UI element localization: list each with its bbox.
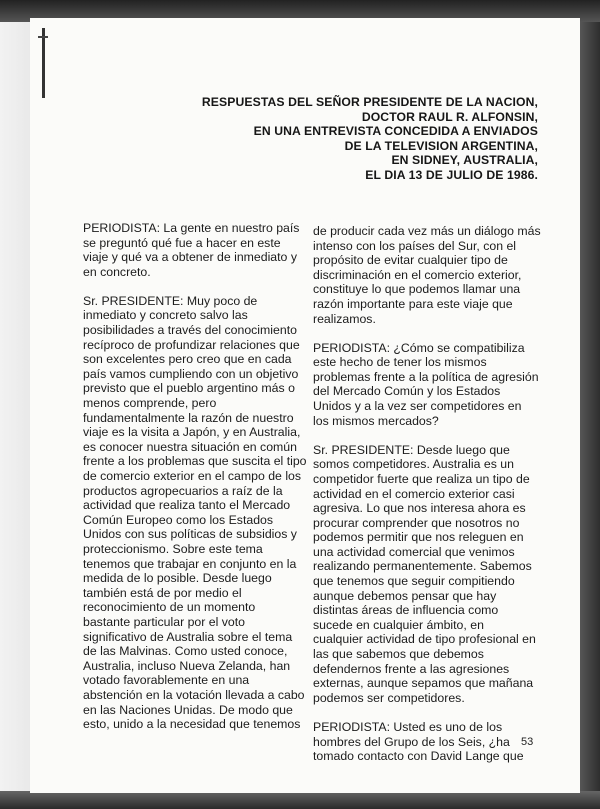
text-line: cualquier actividad de tipo profesional en (313, 632, 536, 647)
text-line: una actividad comercial que venimos (313, 544, 515, 559)
text-line: previsto que el pueblo argentino más o (83, 381, 295, 396)
text-line: productos agropecuarios a raíz de la (83, 483, 283, 498)
text-line: somos competidores. Australia es un (313, 457, 514, 472)
scan-right-edge (578, 0, 600, 809)
text-line: aunque debemos pensar que hay (313, 588, 497, 603)
text-line: constituye lo que podemos llamar una (313, 282, 521, 297)
paragraph-right-4 (313, 720, 535, 764)
text-line: de comercio exterior en el campo de los (83, 469, 302, 483)
paragraph-left-2 (83, 294, 305, 732)
text-line: PERIODISTA: Usted es uno de los (313, 719, 503, 734)
text-line: también está de por medio el (83, 585, 242, 600)
text-line: de las Malvinas. Como usted conoce, (83, 644, 288, 659)
text-line: propósito de evitar cualquier tipo de (313, 253, 508, 268)
page-number: 53 (521, 736, 534, 748)
text-line: problemas frente a la política de agresión (313, 369, 539, 384)
paragraph-left-1 (83, 221, 305, 279)
text-line: competidor fuerte que realiza un tipo de (313, 471, 530, 486)
text-line: país vamos cumpliendo con un objetivo (83, 366, 299, 381)
heading-line: RESPUESTAS DEL SEÑOR PRESIDENTE DE LA NACION, (201, 95, 538, 109)
heading-line: DE LA TELEVISION ARGENTINA, (344, 138, 538, 153)
heading-line: DOCTOR RAUL R. ALFONSIN, (361, 109, 538, 124)
text-line: fundamentalmente la razón de nuestro (83, 410, 294, 425)
text-line: se preguntó qué fue a hacer en este (83, 235, 281, 250)
left-column (83, 221, 305, 746)
text-line: procurar comprender que nosotros no (313, 515, 520, 530)
text-line: Sr. PRESIDENTE: Muy poco de (83, 293, 258, 308)
text-line: realizamos. (313, 311, 376, 326)
heading-line: EL DIA 13 DE JULIO DE 1986. (365, 167, 538, 182)
text-line: distintas áreas de influencia como (313, 603, 499, 618)
text-line: reconocimiento de un momento (83, 600, 256, 615)
text-line: los mismos mercados? (313, 413, 439, 428)
text-line: razón importante para este viaje que (313, 296, 513, 311)
text-line: Unidos con sus políticas de subsidios y (83, 527, 297, 542)
scan-bottom-edge (0, 791, 600, 809)
text-line: bastante particular por el voto (83, 614, 246, 629)
binding-mark-tick (38, 36, 48, 38)
text-line: significativo de Australia sobre el tema (83, 629, 293, 644)
page-heading (118, 95, 538, 183)
text-line: Sr. PRESIDENTE: Desde luego que (313, 442, 510, 457)
paragraph-right-1 (313, 224, 541, 326)
text-line: hombres del Grupo de los Seis, ¿ha (313, 734, 510, 749)
paragraph-right-3 (313, 443, 535, 706)
text-line: en concreto. (83, 264, 151, 279)
text-line: PERIODISTA: La gente en nuestro país (83, 221, 300, 235)
text-line: viaje y qué va a obtener de inmediato y (83, 250, 297, 265)
text-line: actividad que realiza tanto el Mercado (83, 498, 291, 513)
text-line: este hecho de tener los mismos (313, 355, 487, 370)
text-line: tomado contacto con David Lange que (313, 749, 524, 764)
heading-line: EN UNA ENTREVISTA CONCEDIDA A ENVIADOS (253, 124, 538, 139)
text-line: Australia, incluso Nueva Zelanda, han (83, 658, 291, 673)
text-line: podemos ser competidores. (313, 690, 465, 705)
text-line: es conocer nuestra situación en común (83, 439, 297, 454)
text-line: que tenemos que seguir compitiendo (313, 574, 515, 589)
text-line: en las Naciones Unidas. De modo que (83, 702, 293, 717)
text-line: esto, unido a la necesidad que tenemos (83, 717, 301, 732)
text-line: defendernos frente a las agresiones (313, 661, 510, 676)
text-line: del Mercado Común y los Estados (313, 384, 501, 399)
text-line: abstención en la votación llevada a cabo (83, 687, 305, 702)
heading-line: EN SIDNEY, AUSTRALIA, (391, 153, 538, 168)
text-line: Común Europeo como los Estados (83, 512, 274, 527)
text-line: medida de lo posible. Desde luego (83, 571, 272, 586)
text-line: podemos permitir que nos releguen en (313, 530, 524, 545)
document-page (30, 18, 580, 793)
text-line: son excelentes pero creo que en cada (83, 352, 292, 367)
text-line: votado favorablemente en una (83, 673, 250, 688)
text-line: Unidos y a la vez ser competidores en (313, 399, 522, 414)
text-line: proteccionismo. Sobre este tema (83, 541, 263, 556)
text-line: intenso con los países del Sur, con el (313, 238, 517, 253)
text-line: inmediato y concreto salvo las (83, 308, 248, 323)
binding-mark (42, 28, 45, 98)
text-line: menos comprende, pero (83, 396, 217, 411)
paragraph-right-2 (313, 340, 539, 429)
text-line: posibilidades a través del conocimiento (83, 323, 297, 338)
text-line: actividad en el comercio exterior casi (313, 486, 515, 501)
text-line: agresiva. Lo que nos interesa ahora es (313, 501, 526, 516)
text-line: discriminación en el comercio exterior, (313, 267, 522, 282)
text-line: PERIODISTA: ¿Cómo se compatibiliza (313, 340, 525, 355)
text-line: viaje es la visita a Japón, y en Australia, (83, 425, 301, 440)
text-line: frente a los problemas que suscita el tipo (83, 454, 307, 469)
text-line: recíproco de profundizar relaciones que (83, 337, 300, 352)
text-line: realizando permanentemente. Sabemos (313, 559, 532, 574)
text-line: de producir cada vez más un diálogo más (313, 224, 541, 238)
right-column (313, 224, 541, 778)
text-line: tenemos que trabajar en conjunto en la (83, 556, 297, 571)
text-line: las que sabemos que debemos (313, 647, 484, 662)
text-line: externas, aunque sepamos que mañana (313, 676, 534, 691)
text-line: sucede en cualquier ámbito, en (313, 617, 484, 632)
